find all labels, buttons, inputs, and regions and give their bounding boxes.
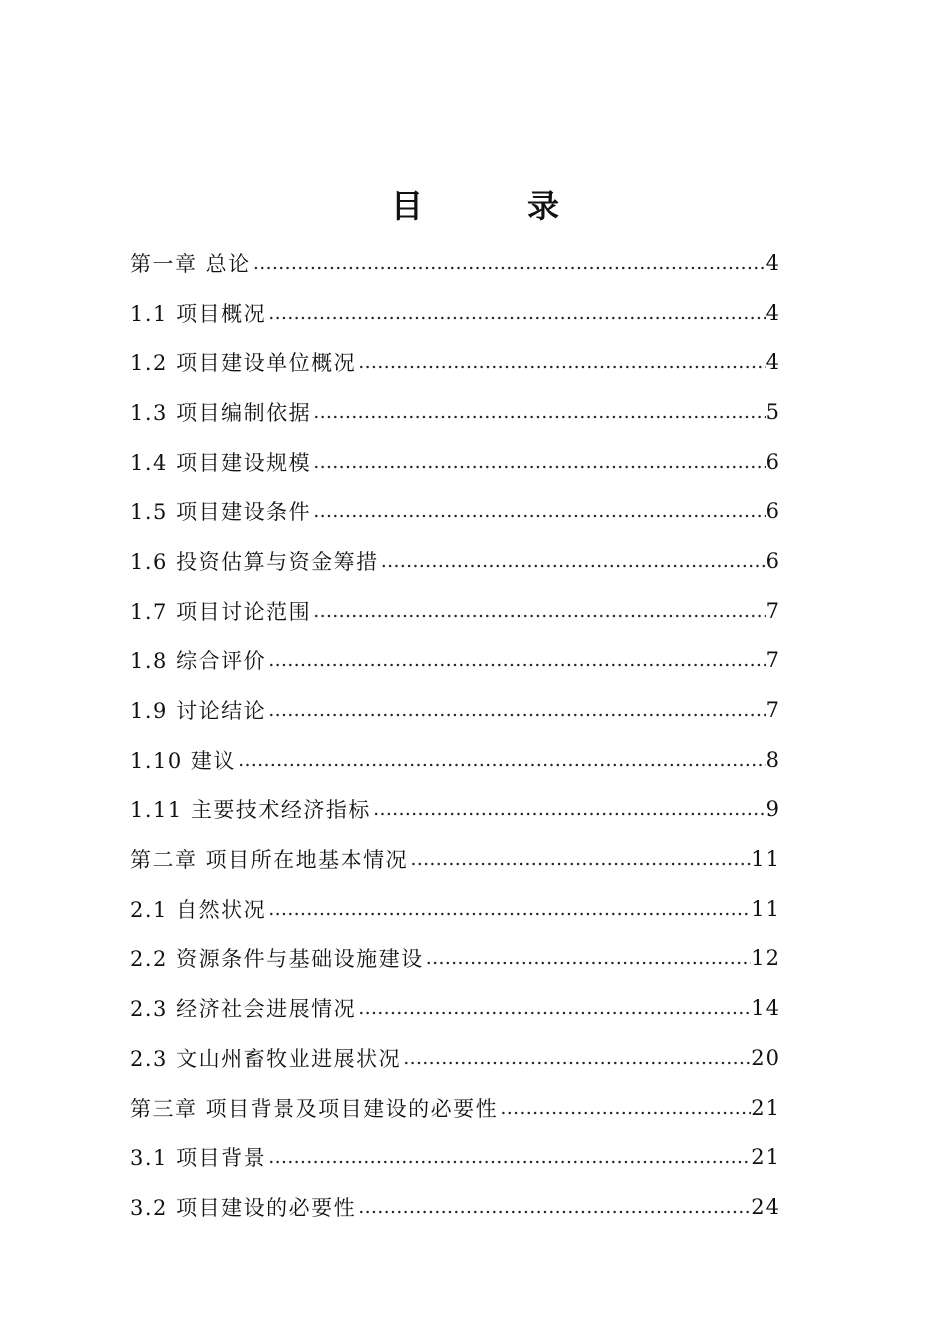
toc-entry-label: 1.7 项目讨论范围 [130, 599, 312, 624]
toc-entry-chapter-3[interactable] [130, 1083, 780, 1133]
toc-entry-label: 1.5 项目建设条件 [130, 500, 312, 525]
toc-title: 目 录 [390, 187, 595, 225]
toc-entry-page: 8 [765, 747, 780, 772]
toc-entry-1-10[interactable] [130, 735, 780, 785]
toc-entry-label: 1.3 项目编制依据 [130, 400, 312, 425]
toc-entry-page: 7 [765, 598, 780, 623]
toc-entry-page: 7 [765, 698, 780, 723]
toc-entry-page: 7 [765, 648, 780, 673]
toc-entry-label: 3.2 项目建设的必要性 [130, 1195, 357, 1220]
toc-entry-page: 24 [751, 1194, 780, 1219]
toc-entry-label: 3.1 项目背景 [130, 1146, 267, 1171]
toc-dot-leader [356, 1196, 751, 1218]
toc-entry-page: 21 [751, 1095, 780, 1120]
toc-dot-leader [311, 600, 766, 622]
toc-entry-label: 2.1 自然状况 [130, 897, 267, 922]
toc-entry-label: 1.1 项目概况 [130, 301, 267, 326]
toc-dot-leader [266, 302, 766, 324]
toc-entry-label: 2.3 经济社会进展情况 [130, 997, 357, 1022]
toc-entry-label: 1.9 讨论结论 [130, 699, 267, 724]
toc-entry-page: 20 [751, 1045, 780, 1070]
toc-dot-leader [379, 550, 766, 572]
toc-entry-page: 9 [765, 797, 780, 822]
toc-entry-2-1[interactable] [130, 884, 780, 934]
toc-entry-chapter-1[interactable] [130, 238, 780, 288]
toc-dot-leader [408, 848, 751, 870]
toc-entry-3-1[interactable] [130, 1132, 780, 1182]
toc-entry-label: 1.11 主要技术经济指标 [130, 798, 371, 823]
toc-entry-1-6[interactable] [130, 536, 780, 586]
toc-entry-2-3[interactable] [130, 983, 780, 1033]
toc-entry-label: 第一章 总论 [130, 251, 251, 276]
toc-entry-label: 第二章 项目所在地基本情况 [130, 848, 409, 873]
toc-entry-page: 6 [765, 449, 780, 474]
toc-entry-page: 6 [765, 548, 780, 573]
toc-entry-1-4[interactable] [130, 437, 780, 487]
toc-entry-1-3[interactable] [130, 387, 780, 437]
toc-entry-label: 2.2 资源条件与基础设施建设 [130, 947, 424, 972]
toc-dot-leader [266, 898, 751, 920]
toc-entry-page: 21 [751, 1145, 780, 1170]
toc-entry-page: 4 [765, 350, 780, 375]
toc-entry-page: 11 [751, 896, 780, 921]
toc-entry-page: 4 [765, 250, 780, 275]
toc-list [130, 238, 780, 1232]
toc-entry-label: 1.4 项目建设规模 [130, 450, 312, 475]
toc-entry-3-2[interactable] [130, 1182, 780, 1232]
toc-entry-2-3-b[interactable] [130, 1033, 780, 1083]
toc-entry-label: 2.3 文山州畜牧业进展状况 [130, 1046, 402, 1071]
toc-dot-leader [266, 1146, 751, 1168]
toc-entry-1-2[interactable] [130, 337, 780, 387]
toc-dot-leader [498, 1097, 751, 1119]
toc-dot-leader [311, 401, 766, 423]
toc-entry-1-7[interactable] [130, 586, 780, 636]
toc-dot-leader [356, 997, 751, 1019]
toc-dot-leader [236, 749, 766, 771]
toc-entry-page: 12 [751, 946, 780, 971]
toc-dot-leader [266, 699, 766, 721]
toc-entry-label: 第三章 项目背景及项目建设的必要性 [130, 1096, 499, 1121]
toc-entry-label: 1.10 建议 [130, 748, 236, 773]
toc-entry-1-5[interactable] [130, 486, 780, 536]
toc-entry-1-1[interactable] [130, 288, 780, 338]
toc-dot-leader [401, 1047, 751, 1069]
toc-entry-page: 4 [765, 300, 780, 325]
toc-entry-label: 1.2 项目建设单位概况 [130, 351, 357, 376]
toc-dot-leader [311, 451, 766, 473]
toc-dot-leader [311, 500, 766, 522]
toc-entry-page: 5 [765, 399, 780, 424]
toc-dot-leader [251, 252, 766, 274]
toc-entry-page: 6 [765, 499, 780, 524]
toc-entry-chapter-2[interactable] [130, 834, 780, 884]
toc-dot-leader [356, 351, 766, 373]
toc-entry-label: 1.8 综合评价 [130, 649, 267, 674]
toc-entry-1-11[interactable] [130, 785, 780, 835]
toc-entry-page: 11 [751, 847, 780, 872]
toc-entry-2-2[interactable] [130, 934, 780, 984]
toc-dot-leader [266, 649, 766, 671]
toc-dot-leader [424, 947, 752, 969]
toc-dot-leader [371, 798, 766, 820]
toc-entry-label: 1.6 投资估算与资金筹措 [130, 549, 379, 574]
toc-entry-1-9[interactable] [130, 685, 780, 735]
toc-entry-1-8[interactable] [130, 636, 780, 686]
toc-entry-page: 14 [751, 996, 780, 1021]
